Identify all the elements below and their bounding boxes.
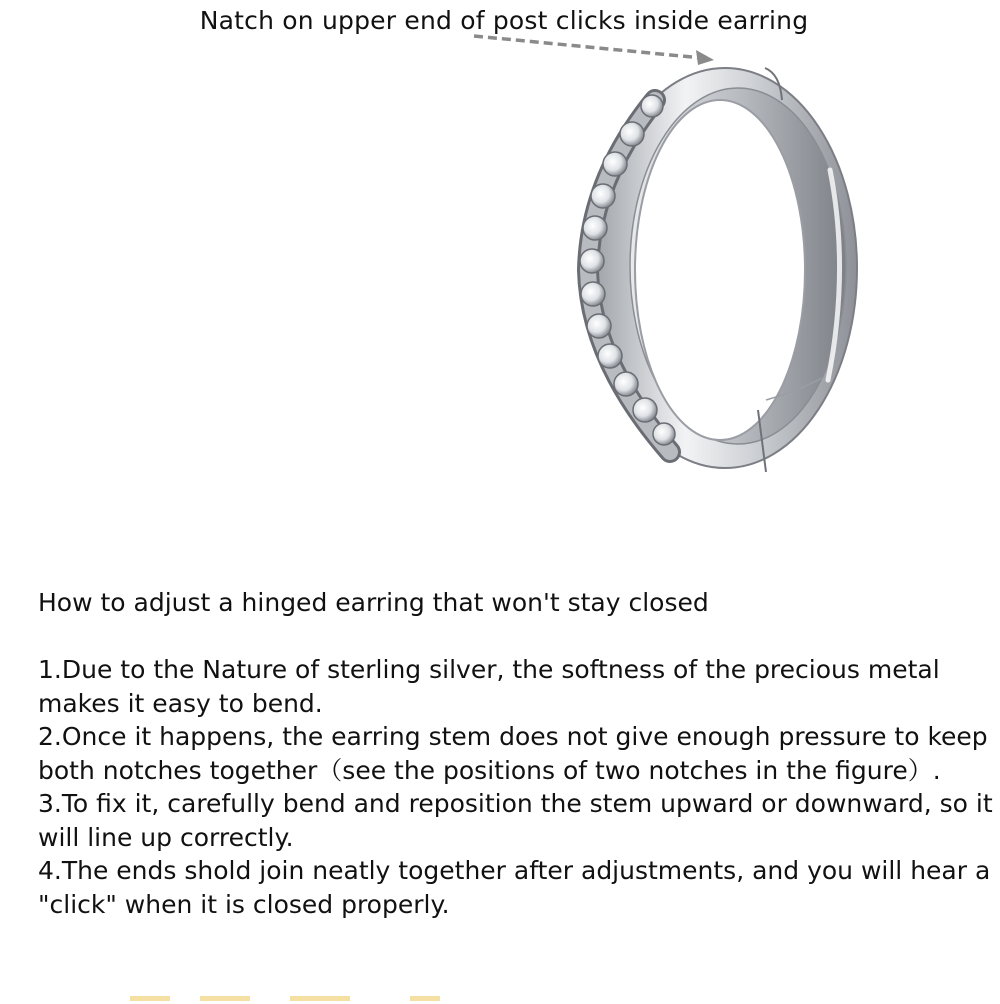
instructions-heading: How to adjust a hinged earring that won't stay closed [38, 588, 709, 617]
instruction-line: will line up correctly. [38, 822, 294, 852]
earring-image [560, 60, 870, 480]
bottom-accent-decoration [120, 994, 450, 1004]
instructions-block [38, 586, 993, 921]
annotation-caption: Natch on upper end of post clicks inside earring [199, 6, 809, 35]
instruction-line: 4.The ends shold join neatly together after adjustments, and you will hear a [38, 856, 991, 885]
instruction-line: both notches together（see the positions of two notches in the figure）. [38, 755, 941, 785]
instruction-line: 1.Due to the Nature of sterling silver, the softness of the precious metal [38, 655, 940, 684]
instruction-line: 3.To fix it, carefully bend and reposition the stem upward or downward, so it [38, 789, 993, 818]
instruction-line: "click" when it is closed properly. [38, 889, 450, 919]
instruction-line: makes it easy to bend. [38, 688, 323, 718]
instruction-line: 2.Once it happens, the earring stem does not give enough pressure to keep [38, 722, 988, 751]
